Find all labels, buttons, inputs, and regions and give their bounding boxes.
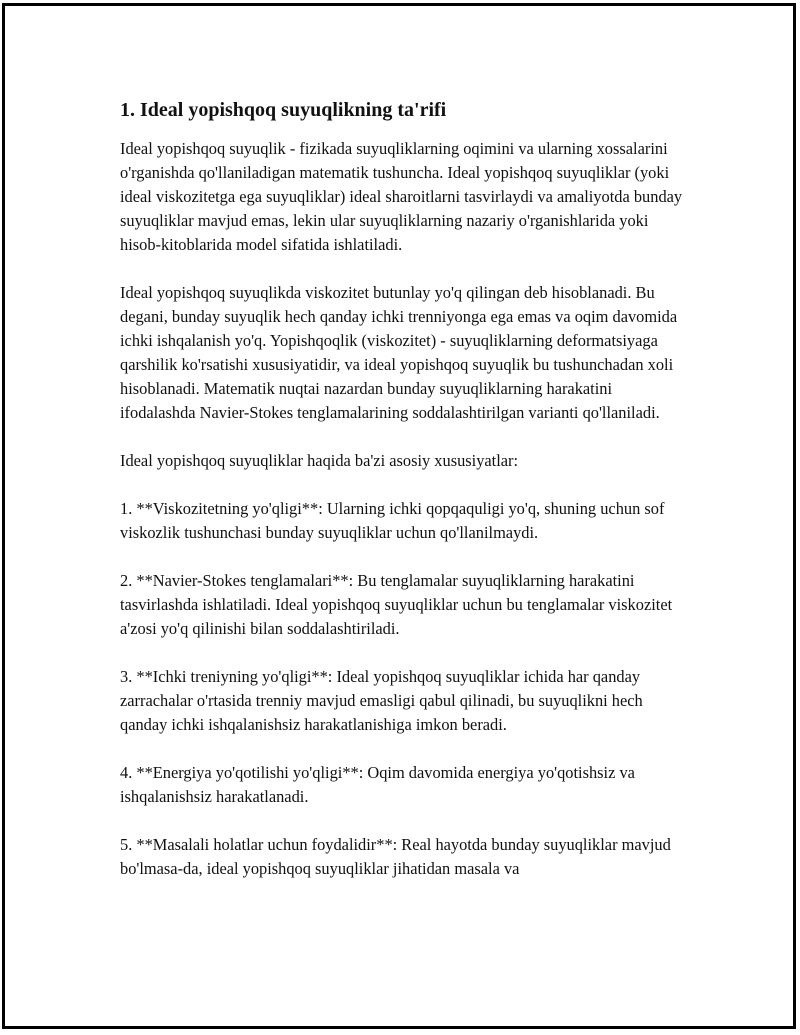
list-item-1: 1. **Viskozitetning yo'qligi**: Ularning ichki qopqaquligi yo'q, shuning uchun sof viskozlik tushunchasi bunday suyuqliklar uchun qo'llanilmaydi. bbox=[120, 499, 665, 542]
list-item-4: 4. **Energiya yo'qotilishi yo'qligi**: Oqim davomida energiya yo'qotishsiz va ishqalanishsiz harakatlanadi. bbox=[120, 763, 635, 806]
paragraph-definition: Ideal yopishqoq suyuqlik - fizikada suyuqliklarning oqimini va ularning xossalarini o'rganishda qo'llaniladigan matematik tushuncha. Ideal yopishqoq suyuqliklar (yoki ideal viskozitetga ega suyuqliklar) ideal sharoitlarni tasvirlaydi va amaliyotda bunday suyuqliklar mavjud emas, lekin ular suyuqliklarning nazariy o'rganishlarida yoki hisob-kitoblarida model sifatida ishlatiladi. bbox=[120, 139, 683, 254]
list-item-3: 3. **Ichki treniyning yo'qligi**: Ideal yopishqoq suyuqliklar ichida har qanday zarrachalar o'rtasida trenniy mavjud emasligi qabul qilinadi, bu suyuqlikni hech qanday ichki ishqalanishsiz harakatlanishiga imkon beradi. bbox=[120, 667, 643, 734]
section-heading: 1. Ideal yopishqoq suyuqlikning ta'rifi bbox=[120, 99, 447, 121]
document-page bbox=[2, 3, 796, 1029]
paragraph-properties-intro: Ideal yopishqoq suyuqliklar haqida ba'zi asosiy xususiyatlar: bbox=[120, 451, 519, 470]
paragraph-viscosity: Ideal yopishqoq suyuqlikda viskozitet butunlay yo'q qilingan deb hisoblanadi. Bu degani, bunday suyuqlik hech qanday ichki trenniyonga ega emas va oqim davomida ichki ishqalanish yo'q. Yopishqoqlik (viskozitet) - suyuqliklarning deformatsiyaga qarshilik ko'rsatishi xususiyatidir, va ideal yopishqoq suyuqlik bu tushunchadan xoli hisoblanadi. Matematik nuqtai nazardan bunday suyuqliklarning harakatini ifodalashda Navier-Stokes tenglamalarining soddalashtirilgan varianti qo'llaniladi. bbox=[120, 283, 678, 422]
list-item-5: 5. **Masalali holatlar uchun foydalidir**: Real hayotda bunday suyuqliklar mavjud bo'lmasa-da, ideal yopishqoq suyuqliklar jihatidan masala va bbox=[120, 835, 671, 878]
document-content bbox=[120, 97, 690, 905]
list-item-2: 2. **Navier-Stokes tenglamalari**: Bu tenglamalar suyuqliklarning harakatini tasvirlashda ishlatiladi. Ideal yopishqoq suyuqliklar uchun bu tenglamalar viskozitet a'zosi yo'q qilinishi bilan soddalashtiriladi. bbox=[120, 571, 673, 638]
